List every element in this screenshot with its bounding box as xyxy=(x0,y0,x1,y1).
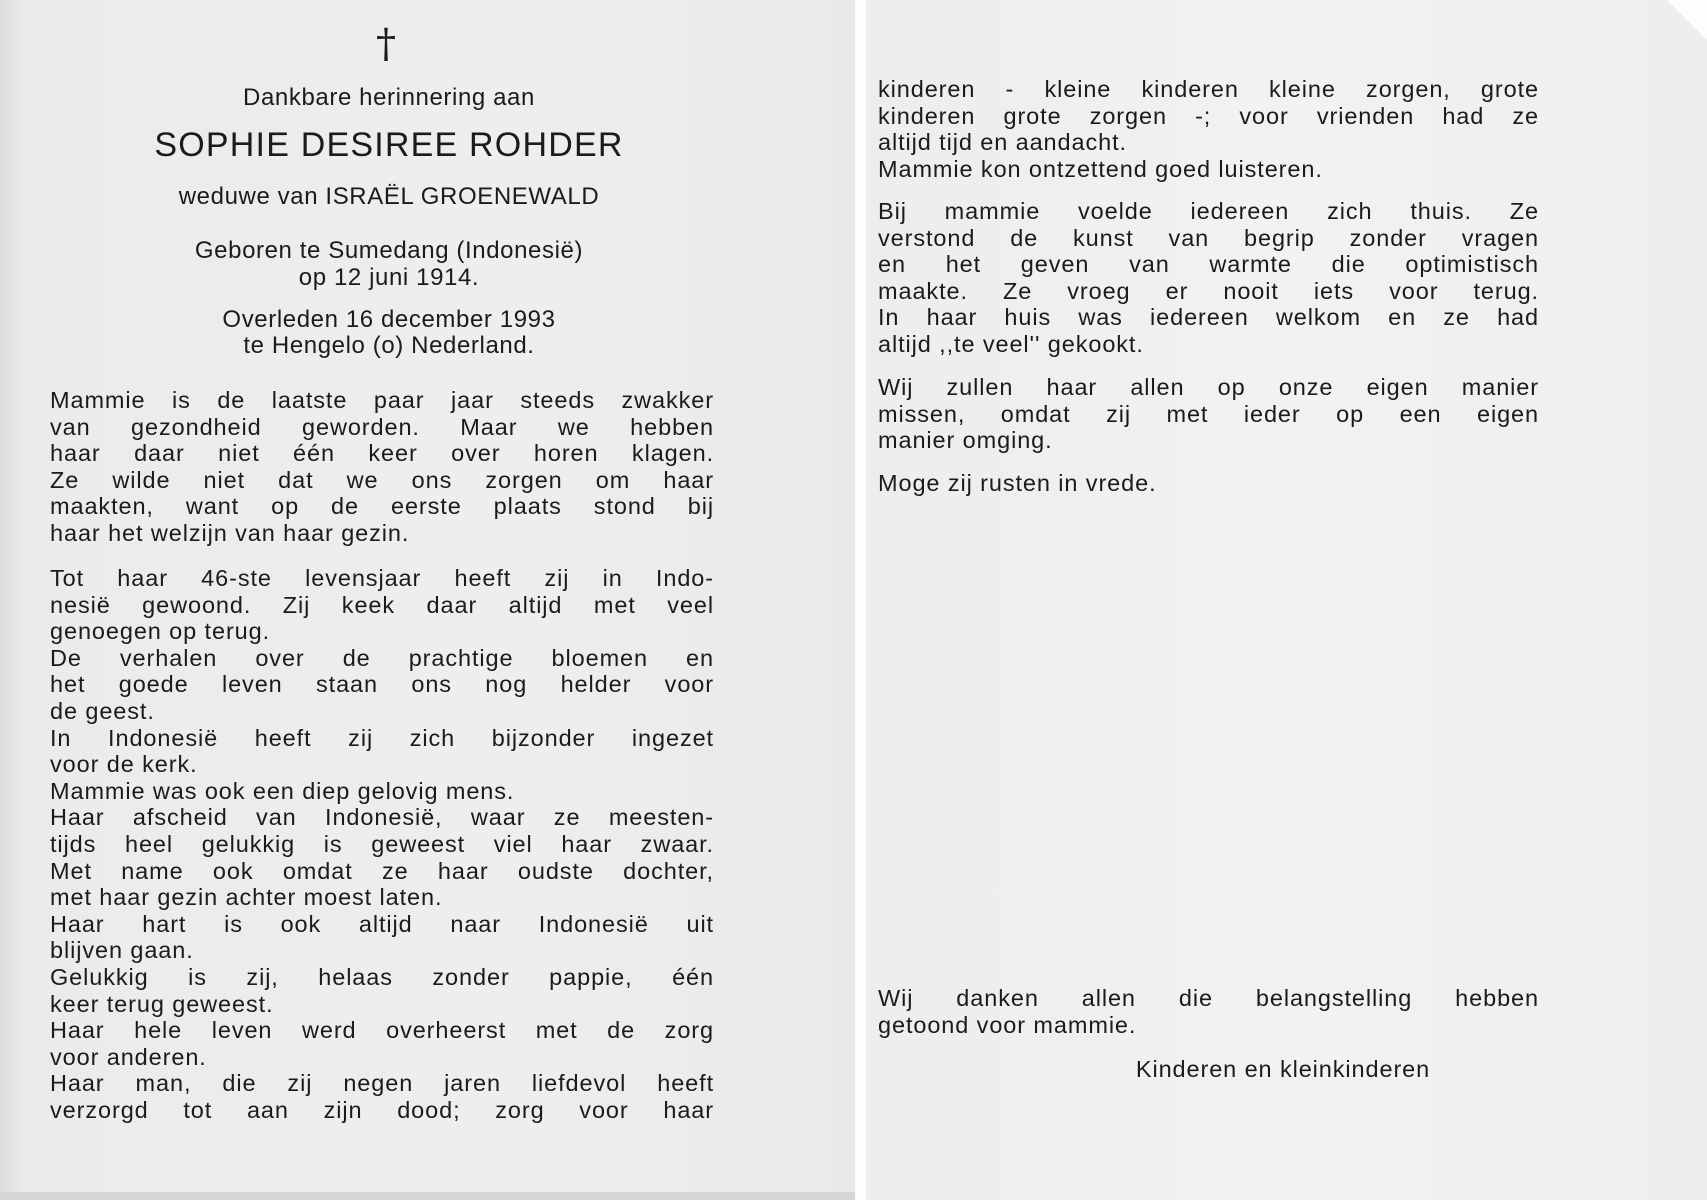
text-line: maakte. Ze vroeg er nooit iets voor terug. xyxy=(878,277,1539,304)
text-line: Wij danken allen die belangstelling hebben xyxy=(878,985,1539,1011)
text-line: Gelukkig is zij, helaas zonder pappie, één xyxy=(50,963,714,990)
text-line: genoegen op terug. xyxy=(50,618,271,645)
text-line: met haar gezin achter moest laten. xyxy=(50,884,443,911)
text-line: missen, omdat zij met ieder op een eigen xyxy=(878,400,1539,427)
paragraph-5 xyxy=(878,374,1539,454)
text-line: Wij zullen haar allen op onze eigen manier xyxy=(878,374,1539,400)
text-line: Mammie was ook een diep gelovig mens. xyxy=(50,777,515,804)
text-line: verzorgd tot aan zijn dood; zorg voor haar xyxy=(50,1096,714,1123)
page-edge xyxy=(0,1192,855,1200)
left-page xyxy=(0,0,855,1192)
text-line: De verhalen over de prachtige bloemen en xyxy=(50,644,714,671)
text-line: het goede leven staan ons nog helder voor xyxy=(50,671,714,698)
text-line: In Indonesië heeft zij zich bijzonder ingezet xyxy=(50,724,714,751)
right-page xyxy=(866,0,1707,1200)
text-line: blijven gaan. xyxy=(50,937,194,964)
text-line: getoond voor mammie. xyxy=(878,1011,1137,1038)
cross-icon: † xyxy=(376,21,396,67)
intro-text: Dankbare herinnering aan xyxy=(243,84,535,111)
text-line: voor de kerk. xyxy=(50,751,198,778)
signature: Kinderen en kleinkinderen xyxy=(1135,1056,1431,1082)
paragraph-1 xyxy=(50,387,714,547)
text-line: van gezondheid geworden. Maar we hebben xyxy=(50,413,714,440)
folded-corner xyxy=(1667,0,1707,40)
text-line: In haar huis was iedereen welkom en ze had xyxy=(878,304,1539,331)
text-line: de geest. xyxy=(50,697,155,724)
text-line: haar daar niet één keer over horen klagen. xyxy=(50,440,714,467)
text-line: nesië gewoond. Zij keek daar altijd met veel xyxy=(50,591,714,618)
text-line: Haar hart is ook altijd naar Indonesië uit xyxy=(50,910,714,937)
text-line: altijd tijd en aandacht. xyxy=(878,129,1127,156)
text-line: Haar man, die zij negen jaren liefdevol heeft xyxy=(50,1070,714,1097)
died-line-2: te Hengelo (o) Nederland. xyxy=(243,332,535,359)
text-line: manier omging. xyxy=(878,427,1053,454)
text-line: altijd ,,te veel'' gekookt. xyxy=(878,330,1144,357)
text-line: kinderen - kleine kinderen kleine zorgen, grote xyxy=(878,76,1539,102)
text-line: maakten, want op de eerste plaats stond bij xyxy=(50,493,714,520)
deceased-name: SOPHIE DESIREE ROHDER xyxy=(154,126,624,164)
thanks-paragraph xyxy=(878,985,1539,1038)
text-line: kinderen grote zorgen -; voor vrienden had ze xyxy=(878,102,1539,129)
text-line: verstond de kunst van begrip zonder vragen xyxy=(878,224,1539,251)
text-line: Tot haar 46-ste levensjaar heeft zij in Indo- xyxy=(50,565,714,591)
text-line: voor anderen. xyxy=(50,1043,207,1070)
text-line: Met name ook omdat ze haar oudste dochter, xyxy=(50,857,714,884)
paragraph-2 xyxy=(50,565,714,1123)
text-line: haar het welzijn van haar gezin. xyxy=(50,519,410,546)
text-line: keer terug geweest. xyxy=(50,990,274,1017)
born-line-2: op 12 juni 1914. xyxy=(298,264,480,291)
born-line-1: Geboren te Sumedang (Indonesië) xyxy=(194,237,584,264)
paragraph-6 xyxy=(878,470,1539,497)
text-line: Bij mammie voelde iedereen zich thuis. Ze xyxy=(878,198,1539,224)
paragraph-4 xyxy=(878,198,1539,358)
text-line: tijds heel gelukkig is geweest viel haar zwaar. xyxy=(50,830,714,857)
text-line: en het geven van warmte die optimistisch xyxy=(878,251,1539,278)
text-line: Mammie kon ontzettend goed luisteren. xyxy=(878,155,1323,182)
text-line: Moge zij rusten in vrede. xyxy=(878,470,1157,496)
widow-of: weduwe van ISRAËL GROENEWALD xyxy=(178,183,600,210)
paragraph-3 xyxy=(878,76,1539,182)
text-line: Mammie is de laatste paar jaar steeds zwakker xyxy=(50,387,714,413)
died-line-1: Overleden 16 december 1993 xyxy=(222,306,556,333)
text-line: Ze wilde niet dat we ons zorgen om haar xyxy=(50,466,714,493)
text-line: Haar afscheid van Indonesië, waar ze meesten- xyxy=(50,804,714,831)
text-line: Haar hele leven werd overheerst met de zorg xyxy=(50,1017,714,1044)
